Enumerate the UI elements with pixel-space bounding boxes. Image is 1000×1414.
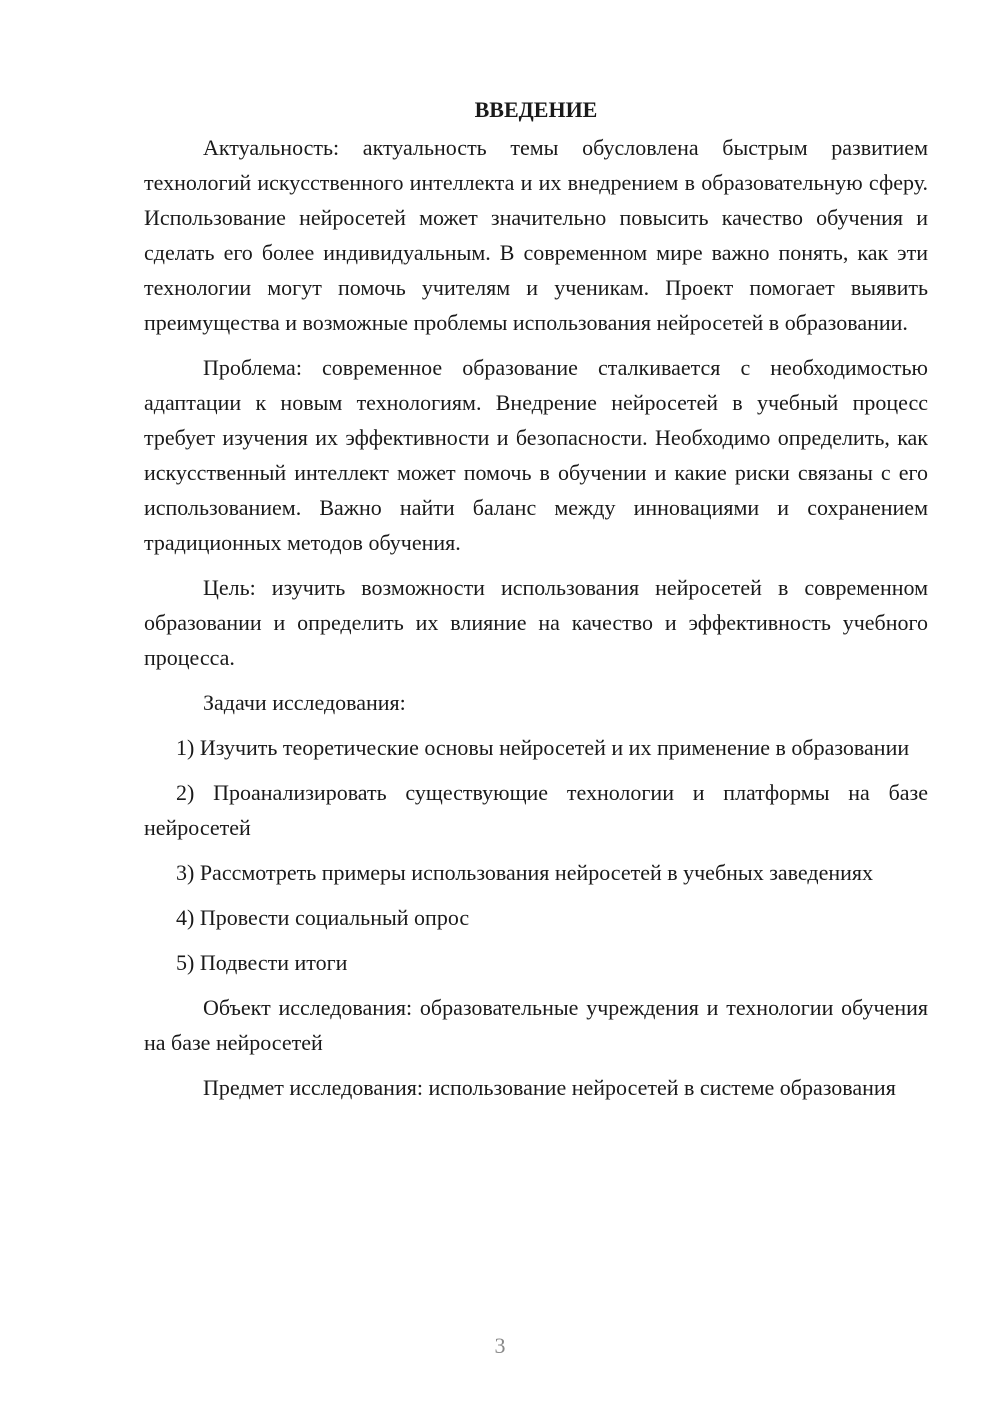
research-subject-paragraph: Предмет исследования: использование нейросетей в системе образования (203, 1075, 896, 1100)
task-item-3: 3) Рассмотреть примеры использования нейросетей в учебных заведениях (176, 860, 874, 885)
section-title: ВВЕДЕНИЕ (474, 97, 598, 122)
research-object-paragraph: Объект исследования: образовательные учреждения и технологии обучения на базе нейросетей (144, 995, 928, 1055)
task-item-1: 1) Изучить теоретические основы нейросетей и их применение в образовании (176, 735, 910, 760)
page-content (144, 92, 928, 1115)
page-number: 3 (494, 1333, 506, 1358)
tasks-heading: Задачи исследования: (203, 690, 406, 715)
task-item-2: 2) Проанализировать существующие технологии и платформы на базе нейросетей (144, 780, 928, 840)
task-item-5: 5) Подвести итоги (176, 950, 348, 975)
problem-paragraph: Проблема: современное образование сталкивается с необходимостью адаптации к новым технологиям. Внедрение нейросетей в учебный процесс требует изучения их эффективности и безопасности. Необходимо определить, как искусственный интеллект может помочь в обучении и какие риски связаны с его использованием. Важно найти баланс между инновациями и сохранением традиционных методов обучения. (144, 355, 928, 555)
task-item-4: 4) Провести социальный опрос (176, 905, 470, 930)
relevance-paragraph: Актуальность: актуальность темы обусловлена быстрым развитием технологий искусственного интеллекта и их внедрением в образовательную сферу. Использование нейросетей может значительно повысить качество обучения и сделать его более индивидуальным. В современном мире важно понять, как эти технологии могут помочь учителям и ученикам. Проект помогает выявить преимущества и возможные проблемы использования нейросетей в образовании. (144, 135, 928, 335)
goal-paragraph: Цель: изучить возможности использования нейросетей в современном образовании и определить их влияние на качество и эффективность учебного процесса. (144, 575, 928, 670)
